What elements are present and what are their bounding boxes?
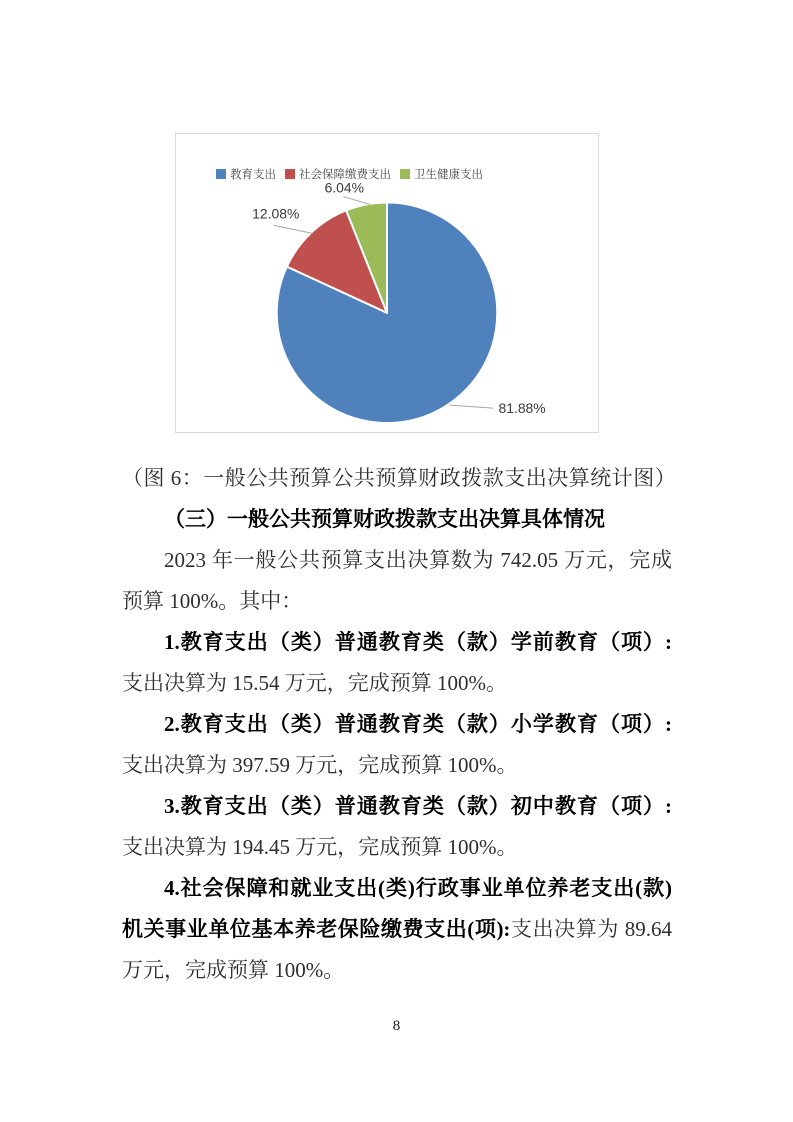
leader-line-0 <box>450 405 494 408</box>
item-3-line-1 <box>122 786 672 827</box>
leader-line-1 <box>274 225 313 233</box>
regular-text: 支出决算为 194.45 万元，完成预算 100%。 <box>122 835 518 859</box>
item-4-line-1 <box>122 868 672 909</box>
item-4-line-3 <box>122 950 672 991</box>
pct-label-2: 6.04% <box>324 179 364 196</box>
pie-chart-figure <box>175 133 599 433</box>
para-overview-line-1 <box>122 540 672 581</box>
pct-label-1: 12.08% <box>252 205 300 222</box>
bold-text: 机关事业单位基本养老保险缴费支出(项): <box>122 917 511 941</box>
regular-text: 支出决算为 89.64 <box>510 917 673 941</box>
leader-line-2 <box>343 197 370 205</box>
bold-text: 1.教育支出（类）普通教育类（款）学前教育（项）: <box>164 630 672 654</box>
legend-item-1 <box>285 166 391 182</box>
item-2-line-1 <box>122 704 672 745</box>
page-number: 8 <box>392 1018 401 1034</box>
chart-legend <box>216 166 483 182</box>
item-1-line-1 <box>122 622 672 663</box>
regular-text: 预算 100%。其中： <box>122 589 303 613</box>
pct-label-0: 81.88% <box>498 400 546 417</box>
legend-swatch-icon <box>285 169 295 179</box>
item-4-line-2 <box>122 909 672 950</box>
regular-text: （图 6：一般公共预算公共预算财政拨款支出决算统计图） <box>122 466 677 490</box>
para-overview-line-2 <box>122 581 672 622</box>
regular-text: 2023 年一般公共预算支出决算数为 742.05 万元，完成 <box>164 548 672 572</box>
regular-text: 支出决算为 15.54 万元，完成预算 100%。 <box>122 671 507 695</box>
document-body <box>122 458 677 991</box>
item-1-line-2 <box>122 663 672 704</box>
bold-text: 2.教育支出（类）普通教育类（款）小学教育（项）: <box>164 712 672 736</box>
bold-text: （三）一般公共预算财政拨款支出决算具体情况 <box>164 507 605 531</box>
legend-label: 教育支出 <box>230 169 276 181</box>
legend-item-2 <box>400 166 483 182</box>
legend-label: 卫生健康支出 <box>414 169 483 181</box>
bold-text: 4.社会保障和就业支出(类)行政事业单位养老支出(款) <box>164 876 672 900</box>
item-2-line-2 <box>122 745 672 786</box>
figure-caption-line-1 <box>122 458 677 499</box>
regular-text: 支出决算为 397.59 万元，完成预算 100%。 <box>122 753 518 777</box>
bold-text: 3.教育支出（类）普通教育类（款）初中教育（项）: <box>164 794 672 818</box>
legend-swatch-icon <box>216 169 226 179</box>
item-3-line-2 <box>122 827 672 868</box>
legend-swatch-icon <box>400 169 410 179</box>
section-heading-line-1 <box>122 499 672 540</box>
legend-label: 社会保障缴费支出 <box>299 169 391 181</box>
legend-item-0 <box>216 166 276 182</box>
regular-text: 万元，完成预算 100%。 <box>122 958 345 982</box>
